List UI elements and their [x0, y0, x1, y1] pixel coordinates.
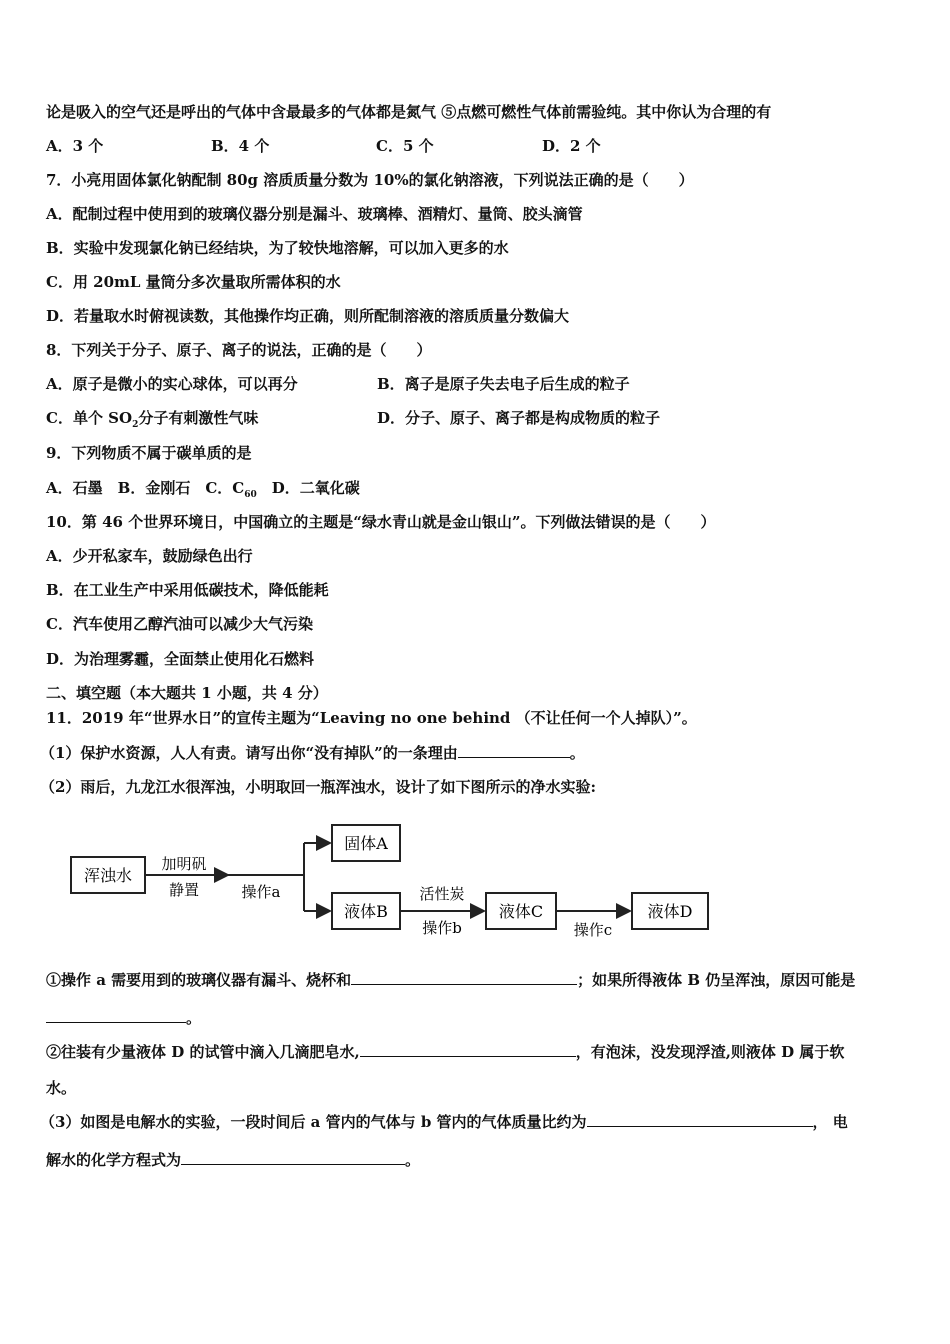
liquid-d-box — [632, 893, 708, 929]
liquid-d-label: 液体D — [647, 902, 693, 921]
q9-options-end: D．二氧化碳 — [256, 479, 360, 497]
q8-option-d: D．分子、原子、离子都是构成物质的粒子 — [377, 409, 661, 427]
liquid-c-box — [486, 893, 556, 929]
carbon-label: 活性炭 — [419, 885, 465, 903]
q11-part3-cont-text: 解水的化学方程式为 — [46, 1151, 182, 1169]
q11-sub1-cont-end: 。 — [186, 1009, 202, 1027]
q11-sub1-text: ①操作 a 需要用到的玻璃仪器有漏斗、烧杯和 — [46, 971, 352, 989]
q8-stem: 8．下列关于分子、原子、离子的说法，正确的是（ ） — [46, 341, 432, 359]
water-purification-diagram — [66, 815, 726, 955]
line-q6-continuation: 论是吸入的空气还是呼出的气体中含最最多的气体都是氮气 ⑤点燃可燃性气体前需验纯。其中你认为合理的有 — [46, 103, 772, 121]
q10-option-a: A．少开私家车，鼓励绿色出行 — [46, 547, 253, 565]
q7-option-b: B．实验中发现氯化钠已经结块，为了较快地溶解，可以加入更多的水 — [46, 239, 509, 257]
q7-option-a: A．配制过程中使用到的玻璃仪器分别是漏斗、玻璃棒、酒精灯、量筒、胶头滴管 — [46, 205, 583, 223]
solid-a-box — [332, 825, 400, 861]
answer-blank-1[interactable] — [458, 743, 570, 758]
q8-option-a: A．原子是微小的实心球体，可以再分 — [46, 375, 298, 393]
liquid-b-box — [332, 893, 400, 929]
q7-option-c: C．用 20mL 量筒分多次量取所需体积的水 — [46, 273, 341, 291]
settle-label: 静置 — [168, 881, 200, 899]
q8c-text-end: 分子有刺激性气味 — [138, 409, 259, 427]
muddy-water-box — [71, 857, 145, 893]
q9-subscript: 60 — [244, 490, 257, 500]
liquid-b-label: 液体B — [344, 902, 388, 921]
muddy-water-label: 浑浊水 — [83, 866, 133, 885]
q10-option-d: D．为治理雾霾，全面禁止使用化石燃料 — [46, 650, 315, 668]
q9-options — [46, 478, 360, 505]
q7-stem: 7．小亮用固体氯化钠配制 80g 溶质质量分数为 10%的氯化钠溶液，下列说法正确的是（ ） — [46, 171, 694, 189]
q7-option-d: D．若量取水时俯视读数，其他操作均正确，则所配制溶液的溶质质量分数偏大 — [46, 307, 570, 325]
q11-sub2-text: ②往装有少量液体 D 的试管中滴入几滴肥皂水, — [46, 1043, 360, 1061]
q11-stem: 11．2019 年“世界水日”的宣传主题为“Leaving no one behind （不让任何一个人掉队）”。 — [46, 709, 697, 727]
q6-option-d: D．2 个 — [542, 137, 601, 155]
operation-c-label: 操作c — [573, 921, 613, 939]
q9-stem: 9．下列物质不属于碳单质的是 — [46, 444, 252, 462]
q11-part3-text-end: ， 电 — [812, 1113, 848, 1131]
answer-blank-4[interactable] — [360, 1042, 576, 1057]
answer-blank-6[interactable] — [181, 1150, 405, 1165]
q11-sub1 — [46, 970, 855, 990]
q8-option-c — [46, 408, 258, 435]
q11-sub1-cont — [46, 1008, 201, 1028]
answer-blank-2[interactable] — [351, 970, 577, 985]
q11-sub1-text-end: ；如果所得液体 B 仍呈浑浊，原因可能是 — [577, 971, 856, 989]
q8-option-b: B．离子是原子失去电子后生成的粒子 — [377, 375, 630, 393]
section-2-heading: 二、填空题（本大题共 1 小题，共 4 分） — [46, 684, 328, 702]
q11-part3-text: （3）如图是电解水的实验，一段时间后 a 管内的气体与 b 管内的气体质量比约为 — [40, 1113, 587, 1131]
operation-b-label: 操作b — [422, 919, 462, 937]
q9-options-text: A．石墨 B．金刚石 C．C — [46, 479, 245, 497]
liquid-c-label: 液体C — [498, 902, 544, 921]
q6-option-b: B．4 个 — [211, 137, 270, 155]
solid-a-label: 固体A — [344, 834, 388, 853]
q8c-subscript: 2 — [132, 420, 139, 430]
q10-stem: 10．第 46 个世界环境日，中国确立的主题是“绿水青山就是金山银山”。下列做法错误的是（ ） — [46, 513, 716, 531]
alum-label: 加明矾 — [161, 855, 207, 873]
q10-option-b: B．在工业生产中采用低碳技术，降低能耗 — [46, 581, 329, 599]
q10-option-c: C．汽车使用乙醇汽油可以减少大气污染 — [46, 615, 313, 633]
q11-part1-text: （1）保护水资源，人人有责。请写出你“没有掉队”的一条理由 — [40, 744, 458, 762]
q11-part3 — [40, 1112, 848, 1132]
q11-sub2 — [46, 1042, 844, 1062]
q6-option-c: C．5 个 — [376, 137, 434, 155]
q6-options — [46, 136, 846, 156]
q6-option-a: A．3 个 — [46, 137, 104, 155]
operation-a-label: 操作a — [241, 883, 281, 901]
q8c-text: C．单个 SO — [46, 409, 133, 427]
q11-part3-cont-end: 。 — [405, 1151, 421, 1169]
q11-part3-cont — [46, 1150, 420, 1170]
q11-part1 — [40, 743, 585, 763]
q11-sub2-text-end: ，有泡沫，没发现浮渣,则液体 D 属于软 — [575, 1043, 845, 1061]
q11-part1-end: 。 — [569, 744, 585, 762]
q11-part2: （2）雨后，九龙江水很浑浊，小明取回一瓶浑浊水，设计了如下图所示的净水实验: — [40, 778, 596, 796]
answer-blank-5[interactable] — [587, 1112, 813, 1127]
q11-sub2-cont: 水。 — [46, 1079, 77, 1097]
answer-blank-3[interactable] — [46, 1008, 186, 1023]
